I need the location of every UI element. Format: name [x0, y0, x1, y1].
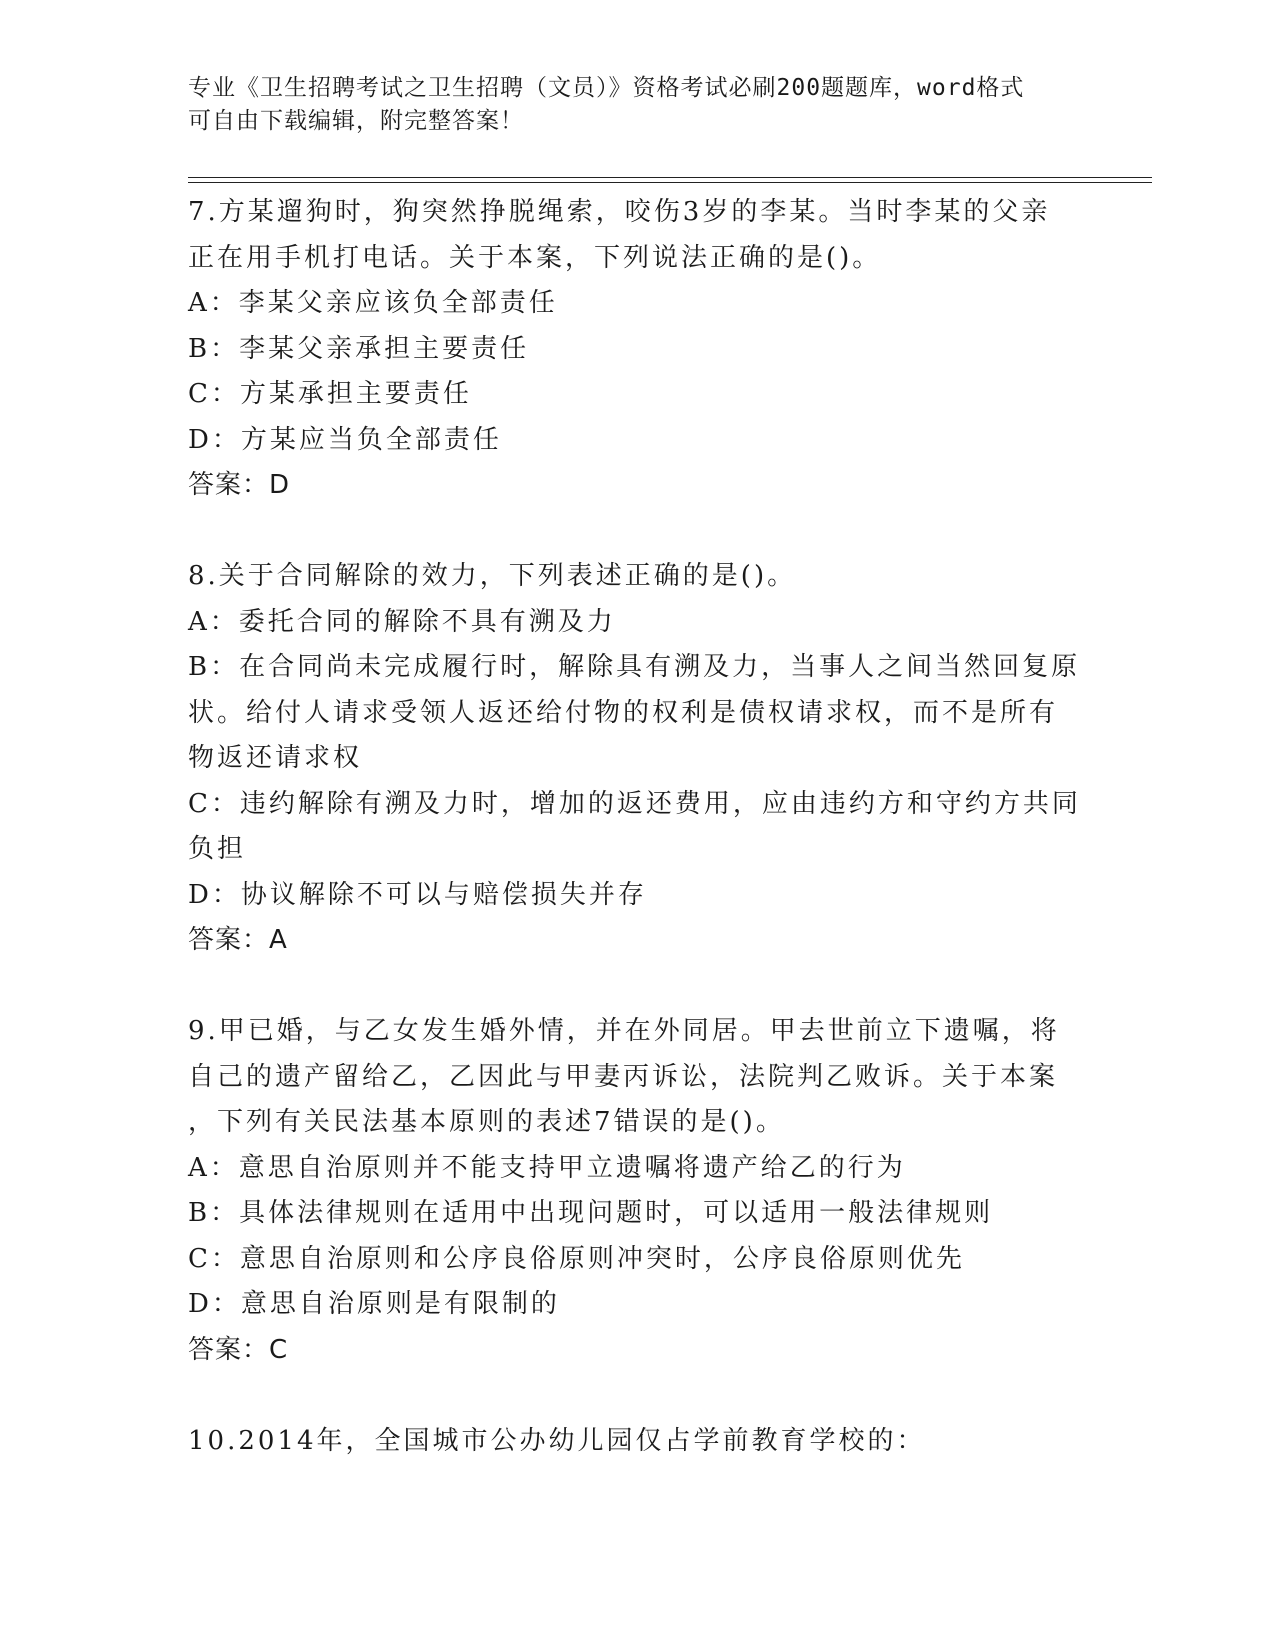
option-a: A：委托合同的解除不具有溯及力 [188, 606, 616, 637]
option-a: A：李某父亲应该负全部责任 [188, 288, 558, 318]
question-10 [188, 1419, 1088, 1465]
spacer [188, 509, 1088, 555]
spacer [188, 1373, 1088, 1419]
option-c: C：意思自治原则和公序良俗原则冲突时，公序良俗原则优先 [188, 1243, 965, 1274]
spacer [188, 964, 1088, 1010]
document-header [188, 72, 1088, 138]
header-line-2: 可自由下载编辑，附完整答案！ [188, 108, 524, 134]
option-c: C：方某承担主要责任 [188, 379, 472, 409]
option-d: D：方某应当负全部责任 [188, 424, 502, 455]
option-d: D：协议解除不可以与赔偿损失并存 [188, 879, 647, 910]
option-b: B：李某父亲承担主要责任 [188, 333, 530, 364]
question-stem-line: ，下列有关民法基本原则的表述7错误的是()。 [188, 1107, 785, 1137]
header-divider-bottom [188, 182, 1152, 183]
option-c-line-1: C：违约解除有溯及力时，增加的返还费用，应由违约方和守约方共同 [188, 788, 1081, 819]
option-c-line-2: 负担 [188, 834, 247, 864]
question-9 [188, 1009, 1088, 1373]
question-stem-line: 8.关于合同解除的效力，下列表述正确的是()。 [188, 561, 797, 591]
option-d: D：意思自治原则是有限制的 [188, 1289, 560, 1319]
option-b: B：具体法律规则在适用中出现问题时，可以适用一般法律规则 [188, 1198, 994, 1228]
answer-line: 答案：A [188, 925, 288, 955]
header-divider-top [188, 177, 1152, 178]
option-a: A：意思自治原则并不能支持甲立遗嘱将遗产给乙的行为 [188, 1152, 906, 1183]
answer-line: 答案：C [188, 1334, 289, 1365]
question-stem-line: 自己的遗产留给乙，乙因此与甲妻丙诉讼，法院判乙败诉。关于本案 [188, 1061, 1059, 1092]
question-8 [188, 554, 1088, 964]
question-stem-line: 7.方某遛狗时，狗突然挣脱绳索，咬伤3岁的李某。当时李某的父亲 [188, 197, 1051, 227]
option-b-line-3: 物返还请求权 [188, 743, 363, 773]
header-line-1: 专业《卫生招聘考试之卫生招聘（文员）》资格考试必刷200题题库，word格式 [188, 75, 1025, 101]
question-7 [188, 190, 1088, 509]
option-b-line-1: B：在合同尚未完成履行时，解除具有溯及力，当事人之间当然回复原 [188, 652, 1081, 682]
answer-line: 答案：D [188, 470, 291, 500]
question-stem-line: 10.2014年，全国城市公办幼儿园仅占学前教育学校的： [188, 1425, 926, 1456]
question-stem-line: 9.甲已婚，与乙女发生婚外情，并在外同居。甲去世前立下遗嘱，将 [188, 1016, 1060, 1046]
question-stem-line: 正在用手机打电话。关于本案，下列说法正确的是()。 [188, 242, 882, 273]
question-list [188, 190, 1088, 1464]
option-b-line-2: 状。给付人请求受领人返还给付物的权利是债权请求权，而不是所有 [188, 697, 1059, 728]
